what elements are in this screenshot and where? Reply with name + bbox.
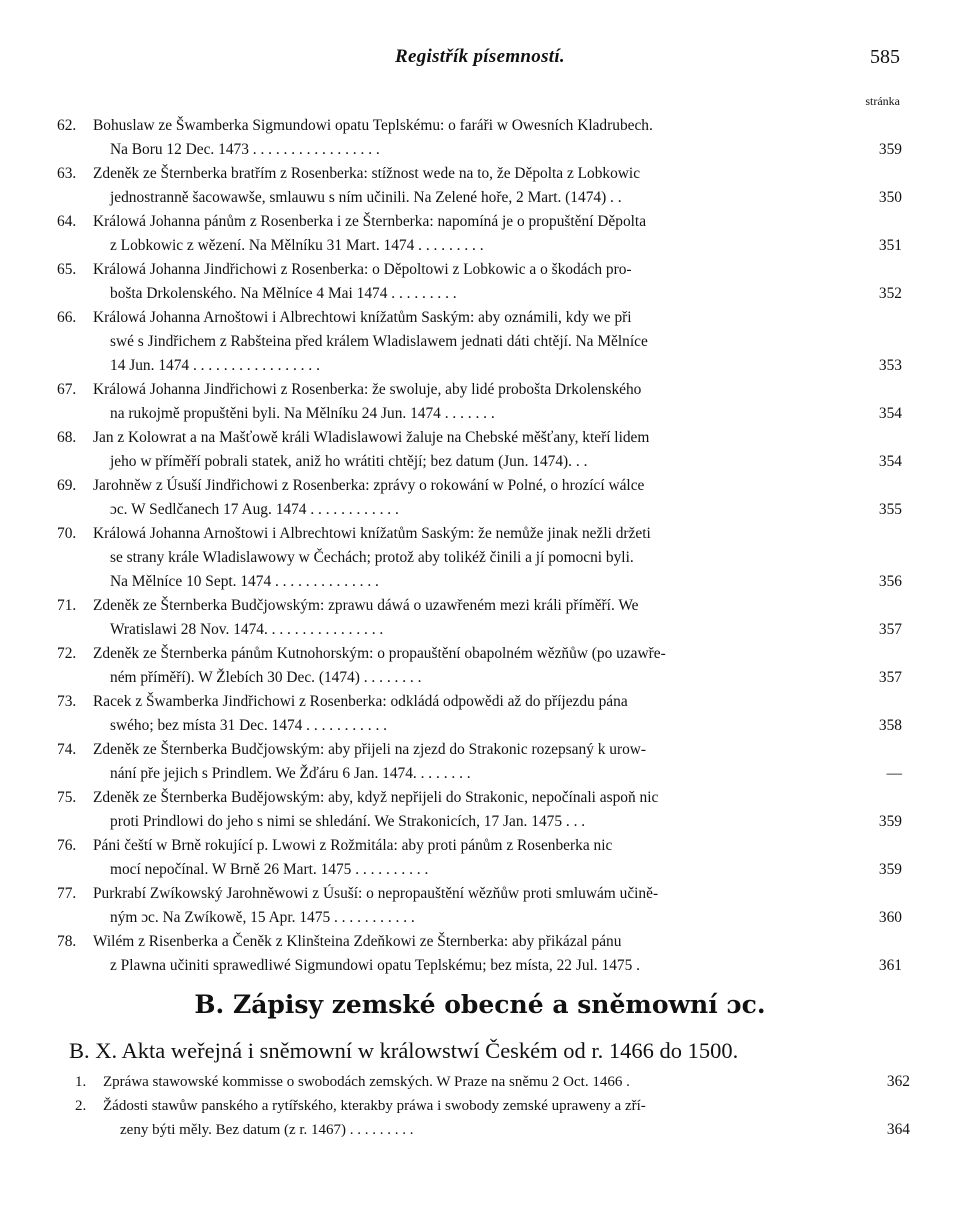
section-entry-page-ref: 364 xyxy=(886,1121,910,1138)
section-entry-text: Žádosti stawůw panského a rytířského, kterakby práwa i swobody zemské upraweny a zří- xyxy=(103,1098,646,1114)
entry-number: 62. xyxy=(57,117,77,134)
entry-number: 70. xyxy=(57,525,77,542)
entry-page-ref: 359 xyxy=(878,861,902,878)
entry-number: 68. xyxy=(57,429,77,446)
entry-page-ref: 354 xyxy=(878,453,902,470)
entry-text: Králowá Johanna Arnoštowi i Albrechtowi knížatům Saským: že nemůže jinak nežli držeti xyxy=(93,525,651,542)
entry-page-ref: 361 xyxy=(878,957,902,974)
section-subheading: B. X. Akta weřejná i sněmowní w králowstwí Českém od r. 1466 do 1500. xyxy=(69,1038,739,1063)
entry-text: Wilém z Risenberka a Čeněk z Klinšteina Zdeňkowi ze Šternberka: aby přikázal pánu xyxy=(93,933,622,950)
entry-page-ref: 354 xyxy=(878,405,902,422)
page-number: 585 xyxy=(870,46,900,68)
entry-page-ref: 351 xyxy=(878,237,902,254)
entry-text: Králowá Johanna Jindřichowi z Rosenberka: o Děpoltowi z Lobkowic a o škodách pro- xyxy=(93,261,632,278)
entry-number: 77. xyxy=(57,885,77,902)
entry-number: 69. xyxy=(57,477,77,494)
entry-number: 71. xyxy=(57,597,77,614)
entry-text: Jarohněw z Úsuší Jindřichowi z Rosenberka: zprávy o rokowání w Polné, o hrozící wálce xyxy=(93,477,645,494)
entry-text: Na Mělníce 10 Sept. 1474 . . . . . . . . . . . . . . xyxy=(110,573,379,590)
entry-text: Páni čeští w Brně rokující p. Lwowi z Rožmitála: aby proti pánům z Rosenberka nic xyxy=(93,837,613,854)
section-entry-number: 2. xyxy=(75,1098,87,1114)
entry-number: 66. xyxy=(57,309,77,326)
entry-number: 75. xyxy=(57,789,77,806)
entry-number: 67. xyxy=(57,381,77,398)
section-entry-number: 1. xyxy=(75,1074,87,1090)
entry-page-ref: 356 xyxy=(878,573,902,590)
entry-text: Králowá Johanna Jindřichowi z Rosenberka: že swoluje, aby lidé probošta Drkolenského xyxy=(93,381,642,398)
entry-number: 73. xyxy=(57,693,77,710)
entry-text: bošta Drkolenského. Na Mělníce 4 Mai 1474 . . . . . . . . . xyxy=(110,285,457,302)
entry-page-ref: 352 xyxy=(878,285,902,302)
entry-text: Zdeněk ze Šternberka Budějowským: aby, když nepřijeli do Strakonic, nepočínali aspoň nic xyxy=(93,789,659,806)
entry-text: Jan z Kolowrat a na Mašťowě králi Wladislawowi žaluje na Chebské měšťany, kteří lidem xyxy=(93,429,650,446)
section-entry-page-ref: 362 xyxy=(886,1073,910,1090)
entry-text: Bohuslaw ze Šwamberka Sigmundowi opatu Teplskému: o faráři w Owesních Kladrubech. xyxy=(93,117,653,134)
section-heading: B. Zápisy zemské obecné a sněmowní ɔc. xyxy=(194,990,766,1019)
entry-page-ref: 359 xyxy=(878,813,902,830)
entry-text: se strany krále Wladislawowy w Čechách; protož aby tolikéž činili a jí pomocni byli. xyxy=(110,549,634,566)
entry-text: z Plawna učiniti sprawedliwé Sigmundowi opatu Teplskému; bez místa, 22 Jul. 1475 . xyxy=(110,957,640,974)
entry-page-ref: 355 xyxy=(878,501,902,518)
entry-page-ref: 357 xyxy=(878,669,902,686)
entry-page-ref: 359 xyxy=(878,141,902,158)
entry-text: swé s Jindřichem z Rabšteina před králem Wladislawem jednati dáti chtějí. Na Mělníce xyxy=(110,333,648,350)
entry-page-ref: 353 xyxy=(878,357,902,374)
entry-text: na rukojmě propuštěni byli. Na Mělníku 24 Jun. 1474 . . . . . . . xyxy=(110,405,495,422)
entry-page-ref: 350 xyxy=(878,189,902,206)
entry-text: Králowá Johanna pánům z Rosenberka i ze Šternberka: napomíná je o propuštění Děpolta xyxy=(93,213,647,230)
entry-text: Zdeněk ze Šternberka Budčjowským: zprawu dáwá o uzawřeném mezi králi příměří. We xyxy=(93,597,639,614)
entry-number: 65. xyxy=(57,261,77,278)
entry-text: Zdeněk ze Šternberka bratřím z Rosenberka: stížnost wede na to, že Děpolta z Lobkowic xyxy=(93,165,641,182)
entry-text: ɔc. W Sedlčanech 17 Aug. 1474 . . . . . . . . . . . . xyxy=(110,501,399,518)
entry-number: 74. xyxy=(57,741,77,758)
entry-number: 64. xyxy=(57,213,77,230)
entry-page-ref: — xyxy=(886,765,902,782)
running-title: Registřík písemností. xyxy=(395,46,565,67)
entry-text: jednostranně šacowawše, smlauwu s ním učinili. Na Zelené hoře, 2 Mart. (1474) . . xyxy=(110,189,622,206)
entry-number: 76. xyxy=(57,837,77,854)
entry-number: 78. xyxy=(57,933,77,950)
entry-page-ref: 358 xyxy=(878,717,902,734)
entry-text: Králowá Johanna Arnoštowi i Albrechtowi knížatům Saským: aby oznámili, kdy we při xyxy=(93,309,632,326)
entry-text: ném příměří). W Žlebích 30 Dec. (1474) . . . . . . . . xyxy=(110,669,422,686)
entry-text: Na Boru 12 Dec. 1473 . . . . . . . . . . . . . . . . . xyxy=(110,141,380,158)
entry-text: 14 Jun. 1474 . . . . . . . . . . . . . . . . . xyxy=(110,357,320,374)
entry-number: 72. xyxy=(57,645,77,662)
entry-text: Wratislawi 28 Nov. 1474. . . . . . . . . . . . . . . . xyxy=(110,621,384,638)
entry-text: z Lobkowic z wězení. Na Mělníku 31 Mart. 1474 . . . . . . . . . xyxy=(110,237,484,254)
entry-page-ref: 360 xyxy=(878,909,902,926)
entry-text: ným ɔc. Na Zwíkowě, 15 Apr. 1475 . . . . . . . . . . . xyxy=(110,909,415,926)
entry-text: mocí nepočínal. W Brně 26 Mart. 1475 . . . . . . . . . . xyxy=(110,861,429,878)
entry-text: proti Prindlowi do jeho s nimi se shledání. We Strakonicích, 17 Jan. 1475 . . . xyxy=(110,813,586,830)
entry-text: Zdeněk ze Šternberka pánům Kutnohorským: o propauštění obapolném wězňůw (po uzawře- xyxy=(93,645,666,662)
entry-text: Zdeněk ze Šternberka Budčjowským: aby přijeli na zjezd do Strakonic rozepsaný k urow- xyxy=(93,741,647,758)
entry-text: swého; bez místa 31 Dec. 1474 . . . . . . . . . . . xyxy=(110,717,387,734)
entry-text: Racek z Šwamberka Jindřichowi z Rosenberka: odkládá odpowědi až do příjezdu pána xyxy=(93,693,628,710)
section-entry-text: zeny býti měly. Bez datum (z r. 1467) . . . . . . . . . xyxy=(120,1122,414,1138)
section-entry-text: Zpráwa stawowské kommisse o swobodách zemských. W Praze na sněmu 2 Oct. 1466 . xyxy=(103,1074,630,1090)
entry-text: jeho w příměří pobrali statek, aniž ho wrátiti chtějí; bez datum (Jun. 1474). . . xyxy=(110,453,588,470)
entry-text: nání pře jejich s Prindlem. We Žďáru 6 Jan. 1474. . . . . . . . xyxy=(110,765,471,782)
entry-text: Purkrabí Zwíkowský Jarohněwowi z Úsuší: o nepropauštění wězňůw proti smluwám učině- xyxy=(93,885,659,902)
entry-page-ref: 357 xyxy=(878,621,902,638)
entry-number: 63. xyxy=(57,165,77,182)
column-heading: stránka xyxy=(865,94,900,108)
